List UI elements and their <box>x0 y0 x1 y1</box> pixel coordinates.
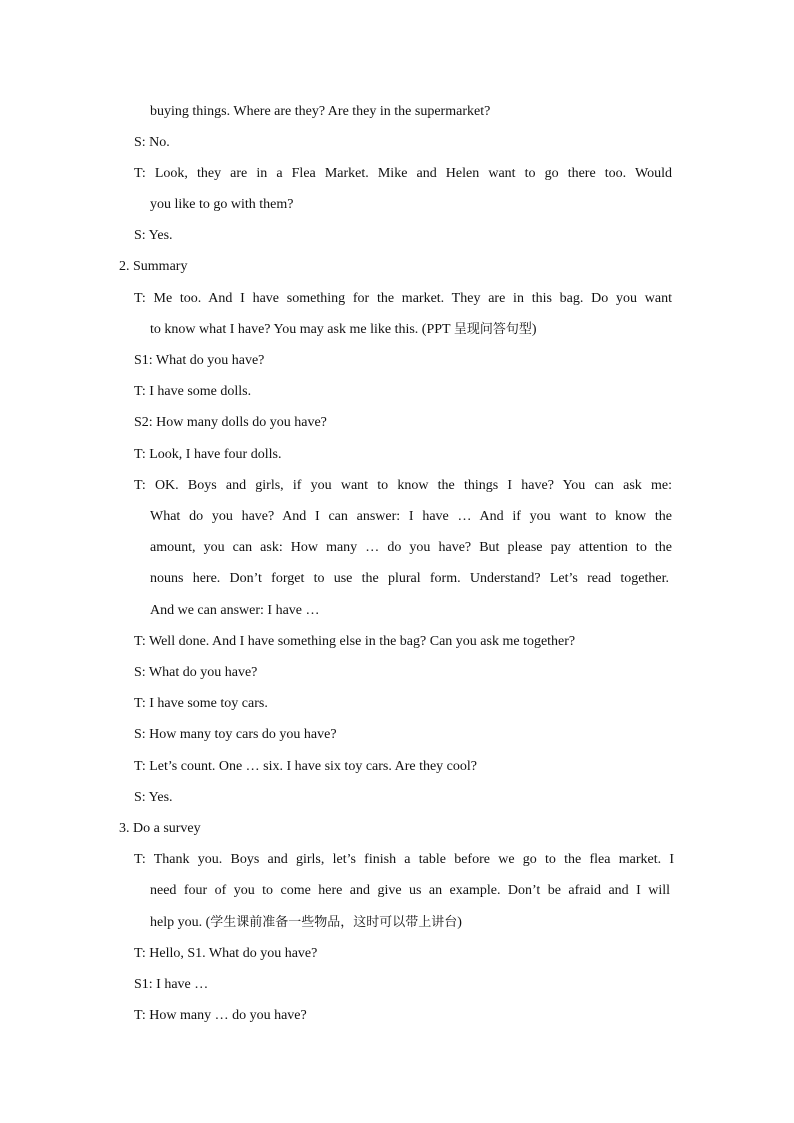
text-line: T: Look, they are in a Flea Market. Mike and Helen want to go there too. Would <box>134 166 672 181</box>
text-line: you like to go with them? <box>150 197 294 212</box>
section-heading: 2. Summary <box>119 259 188 274</box>
text-line: T: Hello, S1. What do you have? <box>134 946 318 961</box>
text-line: And we can answer: I have … <box>150 603 320 618</box>
text-segment: help you. ( <box>150 915 211 930</box>
text-line: amount, you can ask: How many … do you have? But please pay attention to the <box>150 540 672 555</box>
text-line: T: Thank you. Boys and girls, let’s finish a table before we go to the flea market. I <box>134 852 674 867</box>
text-line: need four of you to come here and give us an example. Don’t be afraid and I will <box>150 883 670 898</box>
text-segment: ) <box>531 322 537 337</box>
text-line: nouns here. Don’t forget to use the plural form. Understand? Let’s read together. <box>150 571 669 586</box>
text-line: S1: I have … <box>134 977 209 992</box>
text-line <box>150 914 462 932</box>
text-line: T: Well done. And I have something else in the bag? Can you ask me together? <box>134 634 576 649</box>
chinese-annotation: 呈现问答句型 <box>453 322 532 337</box>
text-line: T: I have some dolls. <box>134 384 252 399</box>
text-line: S: No. <box>134 135 170 150</box>
text-line: S: How many toy cars do you have? <box>134 727 337 742</box>
section-heading: 3. Do a survey <box>119 821 201 836</box>
chinese-annotation: 学生课前准备一些物品，这时可以带上讲台 <box>210 915 458 930</box>
text-line: T: Let’s count. One … six. I have six toy cars. Are they cool? <box>134 759 477 774</box>
text-line: S: Yes. <box>134 228 173 243</box>
text-segment: ) <box>457 915 462 930</box>
text-line: S: Yes. <box>134 790 173 805</box>
text-line: What do you have? And I can answer: I have … And if you want to know the <box>150 509 672 524</box>
text-line: T: I have some toy cars. <box>134 696 268 711</box>
text-line <box>150 321 537 339</box>
text-line: S: What do you have? <box>134 665 258 680</box>
text-line: T: How many … do you have? <box>134 1008 307 1023</box>
text-segment: to know what I have? You may ask me like this. (PPT <box>150 322 454 337</box>
text-line: S2: How many dolls do you have? <box>134 415 327 430</box>
text-line: T: Look, I have four dolls. <box>134 447 282 462</box>
text-line: T: OK. Boys and girls, if you want to know the things I have? You can ask me: <box>134 478 672 493</box>
text-line: buying things. Where are they? Are they in the supermarket? <box>150 104 491 119</box>
text-line: T: Me too. And I have something for the market. They are in this bag. Do you want <box>134 291 672 306</box>
text-line: S1: What do you have? <box>134 353 265 368</box>
